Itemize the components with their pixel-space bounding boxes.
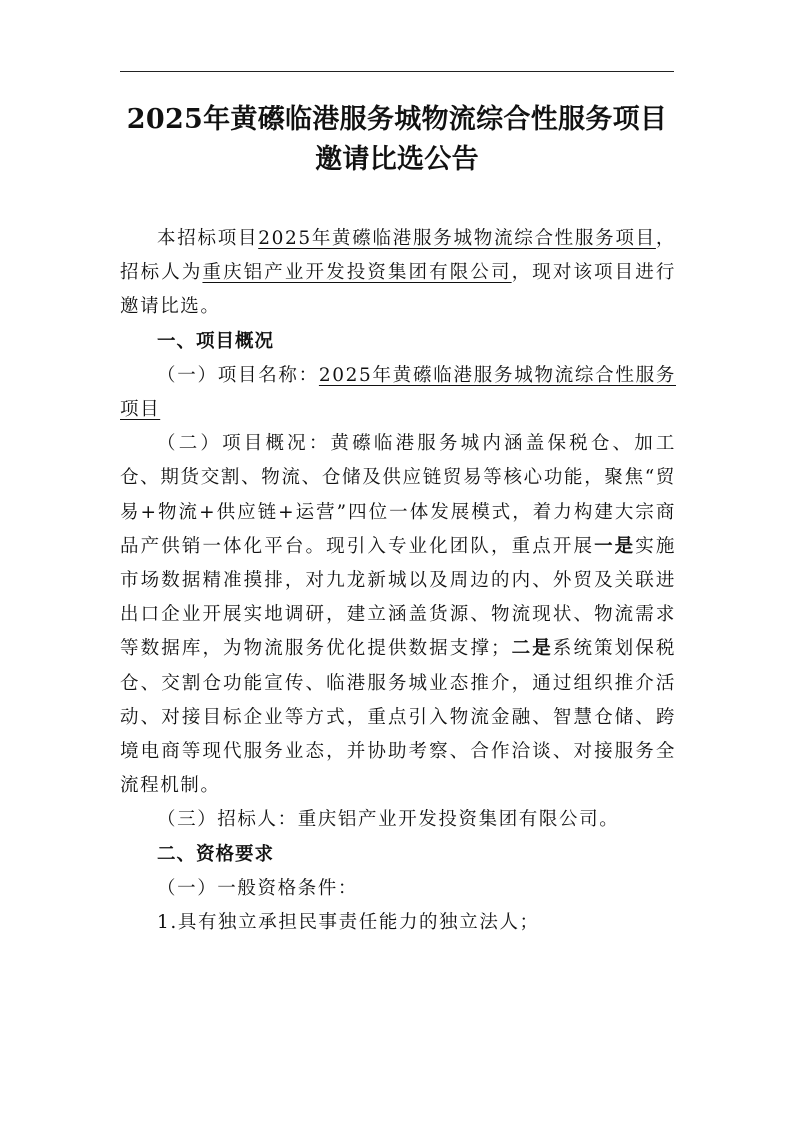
project-name-item [120, 359, 676, 427]
project-name-label: （一）项目名称： [157, 364, 319, 386]
tenderer-item: （三）招标人：重庆铝产业开发投资集团有限公司。 [157, 809, 620, 831]
intro-text-3: ，现对该项目进行邀请比选。 [120, 262, 676, 318]
overview-text-b: 实施市场数据精准摸排，对九龙新城以及周边的内、外贸及关联进出口企业开展实地调研，建立涵盖货源、物流现状、物流需求等数据库，为物流服务优化提供数据支撑； [120, 535, 677, 660]
project-name-underlined: 2025年黄礤临港服务城物流综合性服务项目 [258, 228, 656, 249]
overview-text-c: 系统策划保税仓、交割仓功能宣传、临港服务城业态推介，通过组织推介活动、对接目标企业等方式，重点引入物流金融、智慧仓储、跨境电商等现代服务业态，并协助考察、合作洽谈、对接服务全流程机制。 [120, 638, 676, 797]
project-overview-item [120, 427, 676, 803]
intro-text-2: ，招标人为 [120, 228, 676, 284]
overview-bold-first: 一是 [594, 535, 636, 557]
qualification-point-1: 1.具有独立承担民事责任能力的独立法人； [157, 912, 540, 934]
overview-bold-second: 二是 [511, 638, 553, 660]
overview-text-a: （二）项目概况：黄礤临港服务城内涵盖保税仓、加工仓、期货交割、物流、仓储及供应链贸易等核心功能，聚焦“贸易+物流+供应链+运营”四位一体发展模式，着力构建大宗商品产供销一体化平台。现引入专业化团队，重点开展 [120, 433, 676, 557]
intro-text-1: 本招标项目 [157, 228, 259, 249]
top-divider [120, 71, 674, 72]
project-name-value: 2025年黄礤临港服务城物流综合性服务项目 [120, 364, 676, 421]
document-body [120, 222, 676, 940]
section-heading-project-overview: 一、项目概况 [157, 330, 275, 352]
intro-paragraph [120, 222, 676, 325]
general-qualification-item: （一）一般资格条件： [157, 877, 359, 899]
tenderer-underlined: 重庆铝产业开发投资集团有限公司 [202, 262, 512, 284]
document-title: 2025年黄礤临港服务城物流综合性服务项目邀请比选公告 [126, 104, 668, 175]
section-heading-qualifications: 二、资格要求 [157, 843, 275, 865]
